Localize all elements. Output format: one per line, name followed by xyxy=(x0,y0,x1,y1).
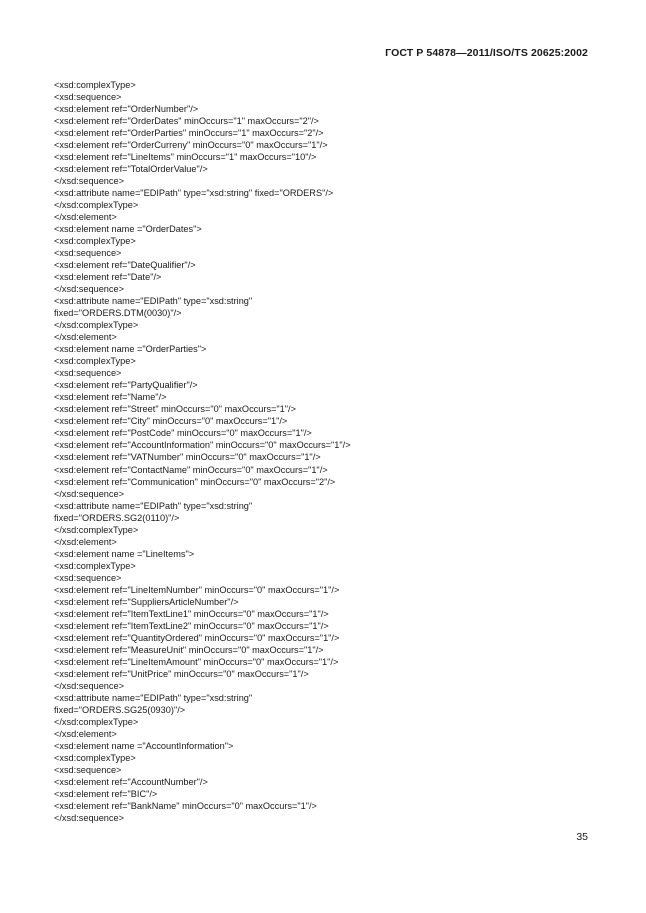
code-line: <xsd:attribute name="EDIPath" type="xsd:string" xyxy=(54,692,253,703)
code-line: <xsd:element name ="AccountInformation"> xyxy=(54,740,234,751)
code-line: fixed="ORDERS.SG2(0110)"/> xyxy=(54,512,180,523)
code-line: </xsd:element> xyxy=(54,536,117,547)
code-line: </xsd:complexType> xyxy=(54,320,139,331)
code-line: <xsd:element ref="PartyQualifier"/> xyxy=(54,380,198,391)
code-line: </xsd:sequence> xyxy=(54,488,124,499)
code-line: <xsd:element ref="SuppliersArticleNumber"/> xyxy=(54,596,239,607)
code-line: </xsd:element> xyxy=(54,728,117,739)
code-line: <xsd:complexType> xyxy=(54,80,136,90)
code-line: <xsd:element ref="UnitPrice" minOccurs="0" maxOccurs="1"/> xyxy=(54,668,309,679)
xsd-code-listing xyxy=(54,79,351,824)
code-line: <xsd:element ref="ItemTextLine1" minOccurs="0" maxOccurs="1"/> xyxy=(54,608,329,619)
code-line: <xsd:sequence> xyxy=(54,764,122,775)
code-line: <xsd:complexType> xyxy=(54,752,136,763)
code-line: <xsd:sequence> xyxy=(54,92,122,103)
code-line: <xsd:element ref="OrderNumber"/> xyxy=(54,104,199,115)
code-line: <xsd:element ref="City" minOccurs="0" maxOccurs="1"/> xyxy=(54,416,288,427)
code-line: </xsd:element> xyxy=(54,332,117,343)
code-line: <xsd:complexType> xyxy=(54,560,136,571)
code-line: <xsd:complexType> xyxy=(54,356,136,367)
code-line: <xsd:element ref="LineItems" minOccurs="1" maxOccurs="10"/> xyxy=(54,152,317,163)
code-line: <xsd:element ref="BankName" minOccurs="0" maxOccurs="1"/> xyxy=(54,800,317,811)
code-line: <xsd:element ref="BIC"/> xyxy=(54,788,158,799)
code-line: </xsd:sequence> xyxy=(54,284,124,295)
code-line: </xsd:complexType> xyxy=(54,200,139,211)
code-line: <xsd:complexType> xyxy=(54,236,136,247)
code-line: <xsd:element ref="TotalOrderValue"/> xyxy=(54,164,208,175)
code-line: <xsd:element ref="QuantityOrdered" minOccurs="0" maxOccurs="1"/> xyxy=(54,632,340,643)
code-line: <xsd:element ref="Street" minOccurs="0" maxOccurs="1"/> xyxy=(54,404,296,415)
code-line: <xsd:sequence> xyxy=(54,572,122,583)
code-line: <xsd:element name ="LineItems"> xyxy=(54,548,195,559)
code-line: <xsd:attribute name="EDIPath" type="xsd:string" xyxy=(54,296,253,307)
code-line: </xsd:sequence> xyxy=(54,176,124,187)
code-line: <xsd:sequence> xyxy=(54,368,122,379)
code-line: <xsd:element ref="OrderParties" minOccurs="1" maxOccurs="2"/> xyxy=(54,128,324,139)
code-line: <xsd:element ref="Date"/> xyxy=(54,272,162,283)
code-line: <xsd:element ref="AccountNumber"/> xyxy=(54,776,208,787)
code-line: <xsd:element ref="Communication" minOccurs="0" maxOccurs="2"/> xyxy=(54,476,336,487)
code-line: <xsd:element ref="Name"/> xyxy=(54,392,167,403)
code-line: <xsd:attribute name="EDIPath" type="xsd:string" fixed="ORDERS"/> xyxy=(54,188,334,199)
code-line: <xsd:sequence> xyxy=(54,248,122,259)
code-line: <xsd:element ref="VATNumber" minOccurs="0" maxOccurs="1"/> xyxy=(54,452,321,463)
code-line: <xsd:element ref="OrderDates" minOccurs="1" maxOccurs="2"/> xyxy=(54,116,319,127)
code-line: <xsd:element ref="ItemTextLine2" minOccurs="0" maxOccurs="1"/> xyxy=(54,620,329,631)
code-line: <xsd:element ref="MeasureUnit" minOccurs="0" maxOccurs="1"/> xyxy=(54,644,324,655)
code-line: <xsd:element ref="ContactName" minOccurs="0" maxOccurs="1"/> xyxy=(54,464,328,475)
page-number: 35 xyxy=(576,831,588,843)
code-line: </xsd:element> xyxy=(54,212,117,223)
code-line: <xsd:attribute name="EDIPath" type="xsd:string" xyxy=(54,500,253,511)
code-line: <xsd:element name ="OrderDates"> xyxy=(54,224,202,235)
code-line: <xsd:element ref="OrderCurreny" minOccurs="0" maxOccurs="1"/> xyxy=(54,140,328,151)
code-line: <xsd:element ref="PostCode" minOccurs="0" maxOccurs="1"/> xyxy=(54,428,312,439)
code-line: <xsd:element ref="LineItemNumber" minOccurs="0" maxOccurs="1"/> xyxy=(54,584,340,595)
code-line: <xsd:element ref="LineItemAmount" minOccurs="0" maxOccurs="1"/> xyxy=(54,656,339,667)
code-line: fixed="ORDERS.DTM(0030)"/> xyxy=(54,308,182,319)
code-line: <xsd:element ref="DateQualifier"/> xyxy=(54,260,196,271)
code-line: <xsd:element ref="AccountInformation" minOccurs="0" maxOccurs="1"/> xyxy=(54,440,351,451)
code-line: fixed="ORDERS.SG25(0930)"/> xyxy=(54,704,186,715)
code-line: </xsd:sequence> xyxy=(54,812,124,823)
standard-header: ГОСТ Р 54878—2011/ISO/TS 20625:2002 xyxy=(385,47,588,59)
code-line: </xsd:complexType> xyxy=(54,524,139,535)
code-line: </xsd:complexType> xyxy=(54,716,139,727)
code-line: <xsd:element name ="OrderParties"> xyxy=(54,344,207,355)
code-line: </xsd:sequence> xyxy=(54,680,124,691)
